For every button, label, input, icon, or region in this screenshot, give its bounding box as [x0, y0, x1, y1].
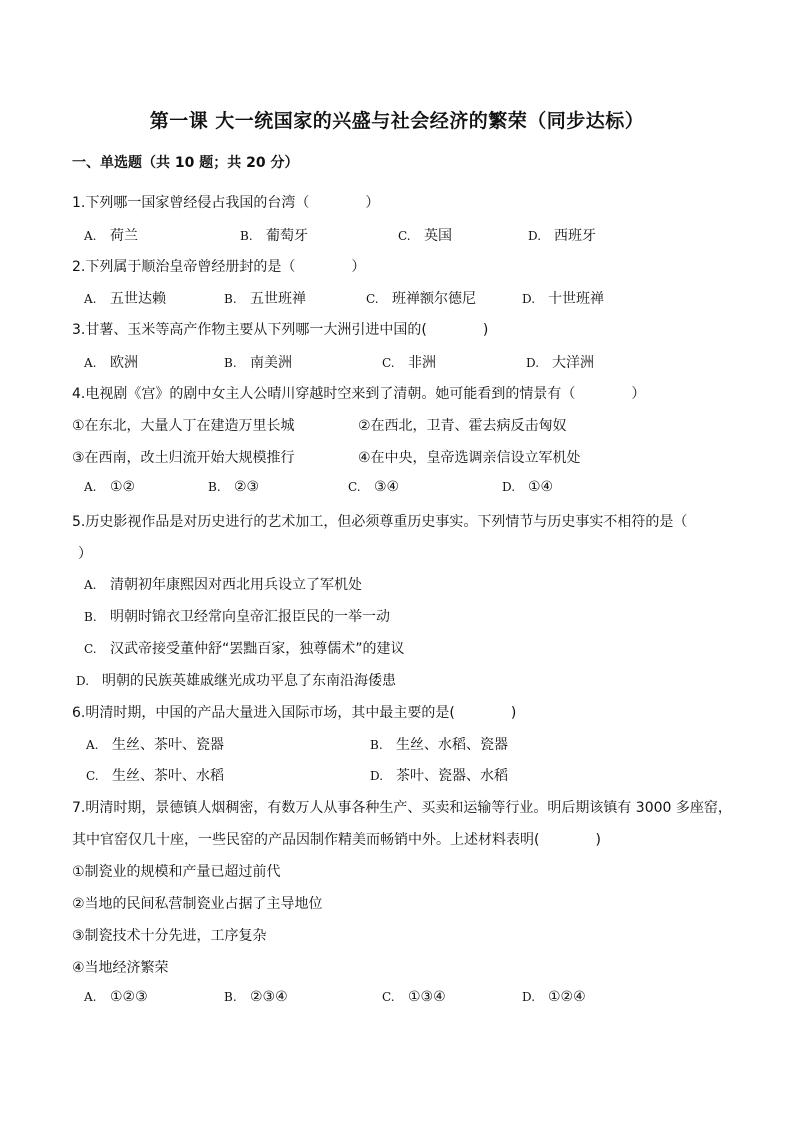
question-7-item-4: ④当地经济繁荣 [72, 960, 169, 976]
option-letter: A. [84, 990, 97, 1004]
question-7-stem-line-2: 其中官窑仅几十座，一些民窑的产品因制作精美而畅销中外。上述材料表明( ) [72, 832, 601, 848]
option-letter: B. [370, 738, 383, 752]
option-text: ②③④ [250, 989, 288, 1005]
option-text: 五世班禅 [250, 291, 306, 307]
question-7-option-c[interactable] [382, 989, 446, 1005]
option-letter: C. [398, 229, 411, 243]
option-text: 汉武帝接受董仲舒“罢黜百家，独尊儒术”的建议 [110, 641, 405, 657]
question-6-option-d[interactable] [370, 765, 508, 785]
page-title: 第一课 大一统国家的兴盛与社会经济的繁荣（同步达标） [149, 110, 645, 132]
question-2-option-a[interactable] [84, 288, 166, 308]
option-letter: A. [84, 578, 97, 592]
question-2-option-b[interactable] [224, 288, 306, 308]
option-text: 班禅额尔德尼 [392, 291, 476, 307]
option-text: ③④ [374, 479, 400, 495]
option-text: 南美洲 [250, 355, 292, 371]
option-letter: B. [224, 356, 237, 370]
question-7-item-3: ③制瓷技术十分先进，工序复杂 [72, 928, 267, 944]
option-letter: B. [84, 610, 97, 624]
question-4-option-b[interactable] [208, 479, 259, 495]
option-text: 生丝、茶叶、瓷器 [112, 737, 224, 753]
option-text: ①④ [528, 479, 554, 495]
option-text: 英国 [424, 228, 452, 244]
question-2-stem: 2.下列属于顺治皇帝曾经册封的是（ ） [72, 259, 366, 275]
option-text: ①②④ [548, 989, 586, 1005]
question-4-stem: 4.电视剧《宫》的剧中女主人公晴川穿越时空来到了清朝。她可能看到的情景有（ ） [72, 386, 646, 402]
question-1-option-b[interactable] [240, 225, 308, 245]
question-5-stem-line-2: ） [78, 546, 92, 562]
question-4-item-4: ④在中央，皇帝选调亲信设立军机处 [358, 450, 581, 466]
question-3-option-c[interactable] [382, 352, 436, 372]
question-3-option-b[interactable] [224, 352, 292, 372]
question-2-option-c[interactable] [366, 288, 476, 308]
option-letter: D. [370, 769, 384, 783]
option-letter: D. [522, 292, 536, 306]
question-4-item-2: ②在西北，卫青、霍去病反击匈奴 [358, 418, 567, 434]
question-1-option-c[interactable] [398, 225, 452, 245]
question-5-option-c[interactable] [84, 638, 405, 658]
question-7-stem-line-1: 7.明清时期，景德镇人烟稠密，有数万人从事各种生产、买卖和运输等行业。明后期该镇有 3000 多座窑， [72, 800, 732, 816]
option-text: 荷兰 [110, 228, 138, 244]
question-7-item-2: ②当地的民间私营制瓷业占据了主导地位 [72, 896, 323, 912]
option-text: 西班牙 [554, 228, 596, 244]
question-4-item-1: ①在东北，大量人丁在建造万里长城 [72, 418, 295, 434]
option-letter: C. [382, 990, 395, 1004]
option-text: ①② [110, 479, 136, 495]
question-5-stem-line-1: 5.历史影视作品是对历史进行的艺术加工，但必须尊重历史事实。下列情节与历史事实不相符的是（ [72, 514, 688, 530]
question-5-option-a[interactable] [84, 574, 362, 594]
question-7-item-1: ①制瓷业的规模和产量已超过前代 [72, 864, 281, 880]
question-6-stem: 6.明清时期，中国的产品大量进入国际市场，其中最主要的是( ) [72, 705, 517, 721]
option-text: 大洋洲 [552, 355, 594, 371]
question-4-option-a[interactable] [84, 479, 135, 495]
question-1-option-d[interactable] [528, 225, 596, 245]
option-letter: A. [84, 229, 97, 243]
question-2-option-d[interactable] [522, 288, 604, 308]
section-heading: 一、单选题（共 10 题；共 20 分） [72, 155, 299, 171]
option-text: 十世班禅 [548, 291, 604, 307]
question-6-option-c[interactable] [86, 765, 224, 785]
question-7-option-d[interactable] [522, 989, 586, 1005]
option-letter: C. [348, 480, 361, 494]
option-text: 非洲 [408, 355, 436, 371]
option-text: 生丝、茶叶、水稻 [112, 768, 224, 784]
question-3-option-a[interactable] [84, 352, 138, 372]
option-letter: B. [224, 990, 237, 1004]
option-letter: D. [528, 229, 542, 243]
question-5-option-d[interactable] [76, 670, 396, 690]
question-6-option-a[interactable] [86, 734, 224, 754]
question-4-option-d[interactable] [502, 479, 553, 495]
option-letter: A. [84, 480, 97, 494]
question-7-option-a[interactable] [84, 989, 148, 1005]
question-1-option-a[interactable] [84, 225, 138, 245]
question-1-stem: 1.下列哪一国家曾经侵占我国的台湾（ ） [72, 195, 380, 211]
option-text: 茶叶、瓷器、水稻 [396, 768, 508, 784]
option-text: 明朝的民族英雄戚继光成功平息了东南沿海倭患 [102, 673, 396, 689]
option-letter: A. [84, 356, 97, 370]
question-5-option-b[interactable] [84, 606, 390, 626]
question-6-option-b[interactable] [370, 734, 508, 754]
option-text: 明朝时锦衣卫经常向皇帝汇报臣民的一举一动 [110, 609, 390, 625]
option-text: ①③④ [408, 989, 446, 1005]
question-4-item-3: ③在西南，改土归流开始大规模推行 [72, 450, 295, 466]
option-letter: C. [382, 356, 395, 370]
question-7-option-b[interactable] [224, 989, 288, 1005]
option-letter: C. [366, 292, 379, 306]
option-letter: A. [84, 292, 97, 306]
option-letter: B. [208, 480, 221, 494]
option-letter: D. [522, 990, 536, 1004]
option-text: 五世达赖 [110, 291, 166, 307]
question-4-option-c[interactable] [348, 479, 399, 495]
option-letter: D. [76, 674, 90, 688]
option-text: ①②③ [110, 989, 148, 1005]
question-3-option-d[interactable] [526, 352, 594, 372]
option-letter: B. [224, 292, 237, 306]
option-letter: C. [84, 642, 97, 656]
option-letter: D. [502, 480, 516, 494]
option-text: 欧洲 [110, 355, 138, 371]
question-3-stem: 3.甘薯、玉米等高产作物主要从下列哪一大洲引进中国的( ) [72, 322, 489, 338]
option-letter: B. [240, 229, 253, 243]
option-letter: C. [86, 769, 99, 783]
option-text: ②③ [234, 479, 260, 495]
option-letter: D. [526, 356, 540, 370]
option-text: 葡萄牙 [266, 228, 308, 244]
option-letter: A. [86, 738, 99, 752]
option-text: 生丝、水稻、瓷器 [396, 737, 508, 753]
option-text: 清朝初年康熙因对西北用兵设立了军机处 [110, 577, 362, 593]
